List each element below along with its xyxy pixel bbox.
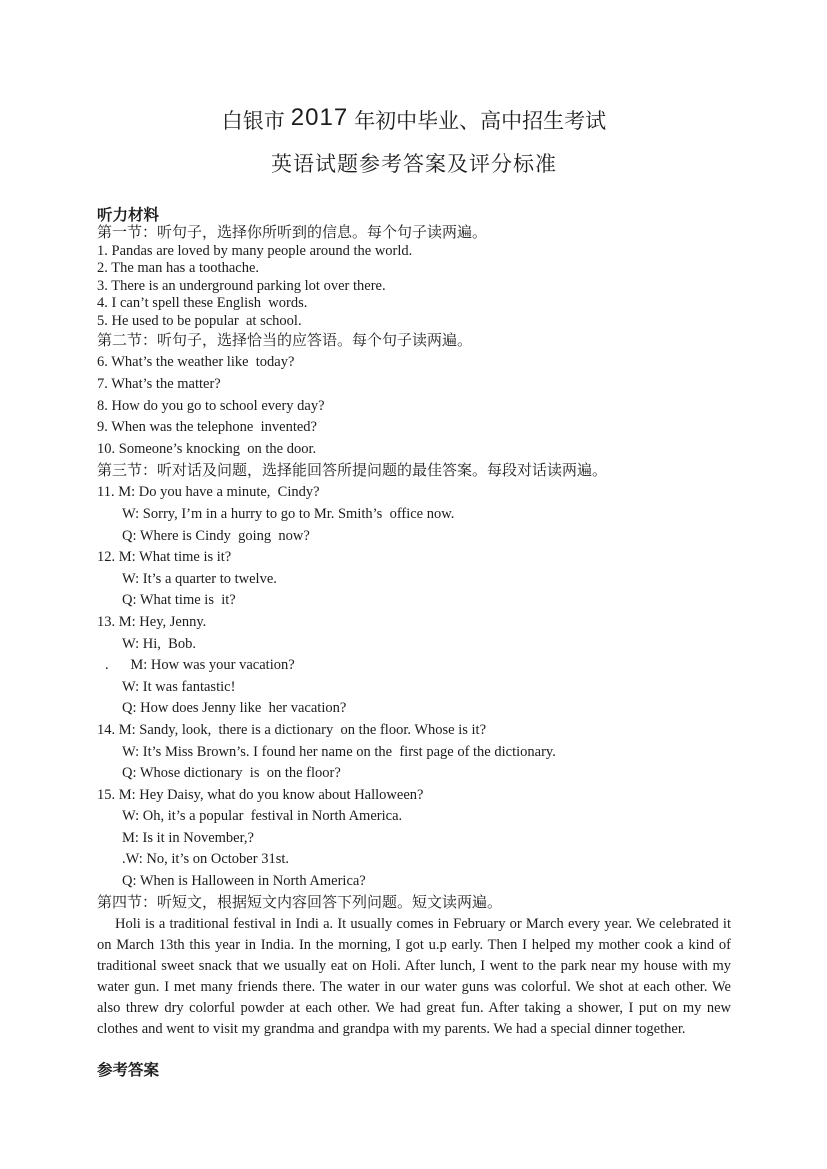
listening-item-10: 10. Someone’s knocking on the door. bbox=[97, 441, 317, 458]
listening-materials-heading: 听力材料 bbox=[97, 207, 160, 224]
section1-title: 第一节：听句子，选择你所听到的信息。每个句子读两遍。 bbox=[97, 225, 488, 241]
listening-item-4: 4. I can’t spell these English words. bbox=[97, 295, 308, 312]
dialogue-line: Q: What time is it? bbox=[122, 592, 236, 609]
dialogue-line: Q: Where is Cindy going now? bbox=[122, 527, 310, 544]
dialogue-11 bbox=[97, 482, 731, 547]
listening-item-2: 2. The man has a toothache. bbox=[97, 260, 259, 277]
dialogue-line: W: Hi, Bob. bbox=[122, 635, 196, 652]
dialogue-14 bbox=[97, 720, 731, 785]
section2-title: 第二节：听句子，选择恰当的应答语。每个句子读两遍。 bbox=[97, 332, 473, 349]
dialogue-line: W: It’s a quarter to twelve. bbox=[122, 570, 277, 587]
dialogue-line: Q: How does Jenny like her vacation? bbox=[122, 700, 347, 717]
listening-section-1 bbox=[97, 225, 731, 331]
title-year: 2017 bbox=[290, 104, 349, 131]
dialogue-12 bbox=[97, 547, 731, 612]
section4-title: 第四节：听短文，根据短文内容回答下列问题。短文读两遍。 bbox=[97, 894, 503, 911]
listening-item-6: 6. What’s the weather like today? bbox=[97, 354, 295, 371]
dialogue-line: W: It was fantastic! bbox=[122, 678, 236, 695]
listening-item-7: 7. What’s the matter? bbox=[97, 375, 221, 392]
reference-answers-heading: 参考答案 bbox=[97, 1061, 160, 1079]
dialogue-line: . M: How was your vacation? bbox=[105, 657, 295, 674]
dialogue-line: 13. M: Hey, Jenny. bbox=[97, 613, 207, 630]
listening-item-1: 1. Pandas are loved by many people around the world. bbox=[97, 242, 413, 259]
dialogue-line: 11. M: Do you have a minute, Cindy? bbox=[97, 484, 320, 501]
listening-item-3: 3. There is an underground parking lot over there. bbox=[97, 277, 386, 294]
page-title bbox=[97, 103, 731, 136]
title-city: 白银市 bbox=[221, 109, 285, 133]
dialogue-15 bbox=[97, 785, 731, 893]
dialogue-line: 15. M: Hey Daisy, what do you know about Halloween? bbox=[97, 786, 424, 803]
document-content bbox=[0, 103, 827, 1080]
dialogue-line: W: Sorry, I’m in a hurry to go to Mr. Smith’s office now. bbox=[122, 505, 455, 522]
title-exam-name: 年初中毕业、高中招生考试 bbox=[354, 109, 607, 133]
dialogue-line: 14. M: Sandy, look, there is a dictionary on the floor. Whose is it? bbox=[97, 721, 487, 738]
listening-item-8: 8. How do you go to school every day? bbox=[97, 397, 325, 414]
listening-section-2 bbox=[97, 331, 731, 461]
listening-section-4 bbox=[97, 893, 731, 915]
section3-title: 第三节：听对话及问题，选择能回答所提问题的最佳答案。每段对话读两遍。 bbox=[97, 462, 608, 479]
dialogue-line: Q: Whose dictionary is on the floor? bbox=[122, 765, 341, 782]
listening-passage: Holi is a traditional festival in Indi a. It usually comes in February or March every year. We celebrated it on March 13th this year in India. In the morning, I got u.p early. Then I helped my mother cook a kind of traditional sweet snack that we usually eat on Holi. After lunch, I went to the park near my house with my water gun. I met many friends there. The water in our water guns was colorful. We shot at each other. We also threw dry colorful powder at each other. We had great fun. After taking a shower, I put on my new clothes and went to visit my grandma and grandpa with my parents. We had a special dinner together. bbox=[97, 916, 731, 1037]
dialogue-13 bbox=[97, 612, 731, 720]
dialogue-line: W: It’s Miss Brown’s. I found her name on the first page of the dictionary. bbox=[122, 743, 556, 760]
page-subtitle: 英语试题参考答案及评分标准 bbox=[271, 152, 557, 176]
listening-section-3 bbox=[97, 461, 731, 893]
dialogue-line: Q: When is Halloween in North America? bbox=[122, 873, 366, 890]
dialogue-line: 12. M: What time is it? bbox=[97, 549, 232, 566]
listening-item-9: 9. When was the telephone invented? bbox=[97, 419, 317, 436]
dialogue-line: W: Oh, it’s a popular festival in North America. bbox=[122, 808, 403, 825]
listening-item-5: 5. He used to be popular at school. bbox=[97, 312, 302, 329]
dialogue-line: .W: No, it’s on October 31st. bbox=[122, 851, 289, 868]
dialogue-line: M: Is it in November,? bbox=[122, 829, 254, 846]
